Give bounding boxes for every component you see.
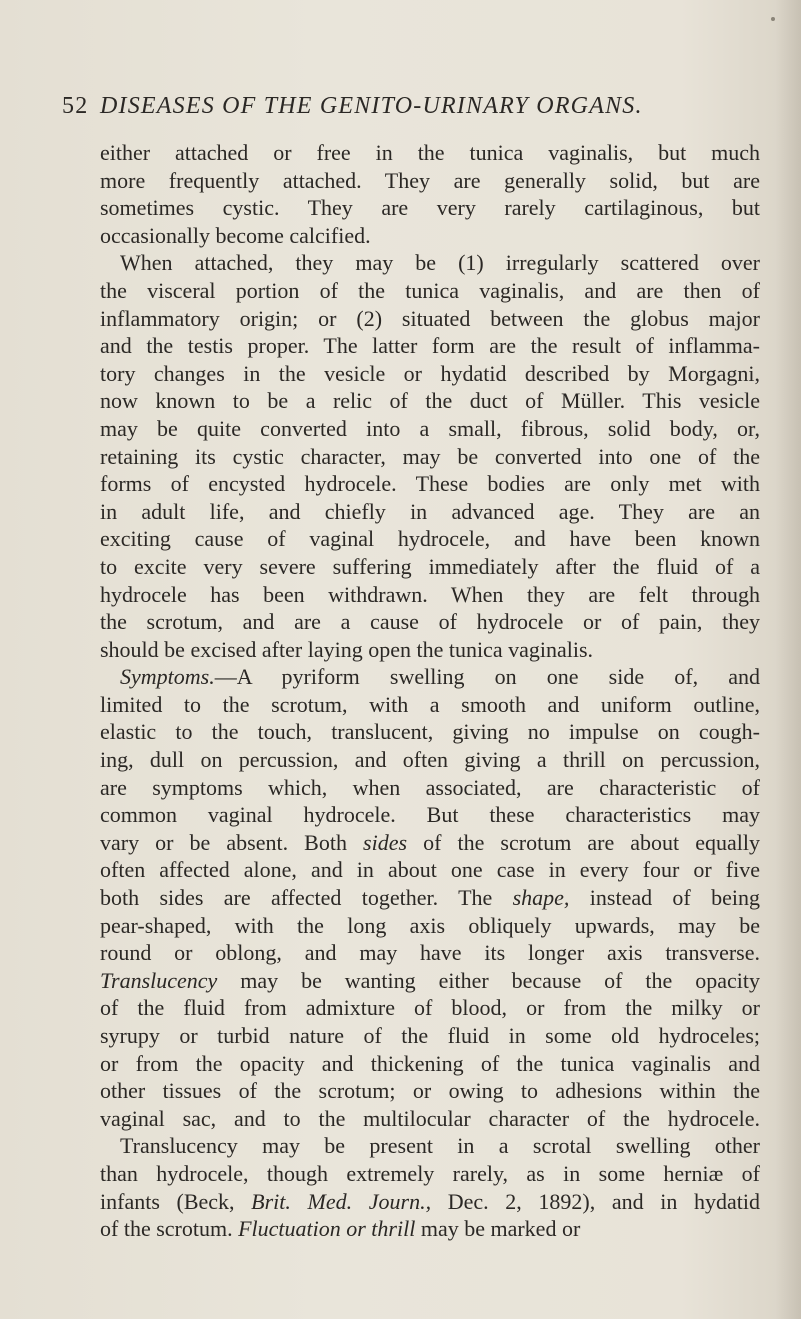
- text-line: [100, 801, 760, 829]
- text-line: [100, 1160, 760, 1188]
- text-segment: Translucency may be present in a scrotal swelling other: [120, 1133, 760, 1159]
- text-segment: forms of encysted hydrocele. These bodies are only met with: [100, 471, 760, 497]
- text-line: [100, 608, 760, 636]
- text-line: [100, 829, 760, 857]
- italic-phrase: sides: [363, 829, 408, 855]
- text-line: [100, 332, 760, 360]
- text-line: [100, 939, 760, 967]
- text-line: [100, 360, 760, 388]
- page-number: 52: [62, 93, 89, 119]
- text-segment: retaining its cystic character, may be converted into one of the: [100, 443, 760, 469]
- text-segment: inflammatory origin; or (2) situated between the globus major: [100, 305, 760, 331]
- text-segment: ing, dull on percussion, and often giving a thrill on percussion,: [100, 747, 760, 773]
- text-segment: of the scrotum are about equally: [407, 829, 760, 855]
- text-line: [100, 1105, 760, 1133]
- text-line: [100, 139, 760, 167]
- text-segment: should be excised after laying open the tunica vaginalis.: [100, 636, 594, 662]
- text-segment: tory changes in the vesicle or hydatid described by Morgagni,: [100, 360, 760, 386]
- text-line: [100, 525, 760, 553]
- text-segment: either attached or free in the tunica vaginalis, but much: [100, 140, 760, 165]
- text-segment: to excite very severe suffering immediately after the fluid of a: [100, 553, 760, 579]
- text-segment: sometimes cystic. They are very rarely cartilaginous, but: [100, 195, 760, 221]
- running-title: DISEASES OF THE GENITO-URINARY ORGANS.: [100, 93, 643, 119]
- text-segment: infants (Beck,: [100, 1188, 252, 1214]
- text-line: [100, 443, 760, 471]
- text-segment: elastic to the touch, translucent, giving no impulse on cough-: [100, 719, 760, 745]
- text-segment: or from the opacity and thickening of the tunica vaginalis and: [100, 1050, 760, 1076]
- text-segment: may be marked or: [415, 1216, 581, 1242]
- text-line: [100, 305, 760, 333]
- text-segment: may be wanting either because of the opacity: [217, 967, 760, 993]
- text-line: [100, 1022, 760, 1050]
- page-edge-shadow: [775, 0, 801, 1319]
- text-line: [100, 1132, 760, 1160]
- text-line: [100, 636, 760, 664]
- text-segment: vaginal sac, and to the multilocular character of the hydrocele.: [100, 1105, 760, 1131]
- text-segment: round or oblong, and may have its longer axis transverse.: [100, 940, 760, 966]
- text-line: [100, 222, 760, 250]
- text-segment: —A pyriform swelling on one side of, and: [214, 664, 760, 690]
- text-line: [100, 994, 760, 1022]
- text-line: [100, 167, 760, 195]
- text-segment: hydrocele has been withdrawn. When they are felt through: [100, 581, 760, 607]
- text-segment: and the testis proper. The latter form are the result of inflamma-: [100, 333, 760, 359]
- text-line: [100, 691, 760, 719]
- text-segment: pear-shaped, with the long axis obliquely upwards, may be: [100, 912, 760, 938]
- text-segment: Dec. 2, 1892), and in hydatid: [431, 1188, 760, 1214]
- italic-phrase: Symptoms.: [120, 664, 215, 690]
- text-line: [100, 1050, 760, 1078]
- text-segment: of the fluid from admixture of blood, or from the milky or: [100, 995, 760, 1021]
- text-segment: both sides are affected together. The: [100, 885, 513, 911]
- text-segment: instead of being: [569, 885, 760, 911]
- text-line: [100, 194, 760, 222]
- text-line: [100, 884, 760, 912]
- text-segment: now known to be a relic of the duct of Müller. This vesicle: [100, 388, 760, 414]
- text-line: [100, 856, 760, 884]
- text-line: [100, 249, 760, 277]
- text-segment: limited to the scrotum, with a smooth and uniform outline,: [100, 691, 760, 717]
- text-line: [100, 581, 760, 609]
- italic-phrase: Translucency: [100, 967, 218, 993]
- text-segment: often affected alone, and in about one case in every four or five: [100, 857, 760, 883]
- text-segment: common vaginal hydrocele. But these characteristics may: [100, 802, 760, 828]
- text-line: [100, 470, 760, 498]
- text-segment: vary or be absent. Both: [100, 829, 364, 855]
- text-segment: of the scrotum.: [100, 1216, 239, 1242]
- text-segment: the visceral portion of the tunica vaginalis, and are then of: [100, 277, 760, 303]
- text-segment: than hydrocele, though extremely rarely, as in some herniæ of: [100, 1160, 760, 1186]
- body-text: [100, 139, 760, 1243]
- text-segment: syrupy or turbid nature of the fluid in some old hydroceles;: [100, 1023, 760, 1048]
- text-segment: more frequently attached. They are generally solid, but are: [100, 167, 760, 193]
- text-line: [100, 1188, 760, 1216]
- text-segment: in adult life, and chiefly in advanced age. They are an: [100, 498, 760, 524]
- italic-phrase: Brit. Med. Journ.,: [251, 1188, 432, 1214]
- text-segment: exciting cause of vaginal hydrocele, and have been known: [100, 526, 760, 552]
- text-line: [100, 1077, 760, 1105]
- text-line: [100, 553, 760, 581]
- italic-phrase: shape,: [512, 885, 570, 911]
- text-line: [100, 387, 760, 415]
- text-segment: occasionally become calcified.: [100, 222, 371, 248]
- text-line: [100, 277, 760, 305]
- text-line: [100, 912, 760, 940]
- text-segment: other tissues of the scrotum; or owing to adhesions within the: [100, 1078, 760, 1104]
- text-line: [100, 774, 760, 802]
- text-line: [100, 415, 760, 443]
- text-line: [100, 967, 760, 995]
- text-line: [100, 746, 760, 774]
- italic-phrase: Fluctuation or thrill: [238, 1216, 416, 1242]
- text-segment: When attached, they may be (1) irregularly scattered over: [120, 250, 760, 276]
- text-line: [100, 663, 760, 691]
- text-segment: are symptoms which, when associated, are characteristic of: [100, 774, 760, 800]
- text-segment: may be quite converted into a small, fibrous, solid body, or,: [100, 415, 760, 441]
- text-line: [100, 498, 760, 526]
- page-header: [62, 93, 762, 123]
- text-segment: the scrotum, and are a cause of hydrocele or of pain, they: [100, 609, 760, 635]
- text-line: [100, 1215, 760, 1243]
- text-line: [100, 718, 760, 746]
